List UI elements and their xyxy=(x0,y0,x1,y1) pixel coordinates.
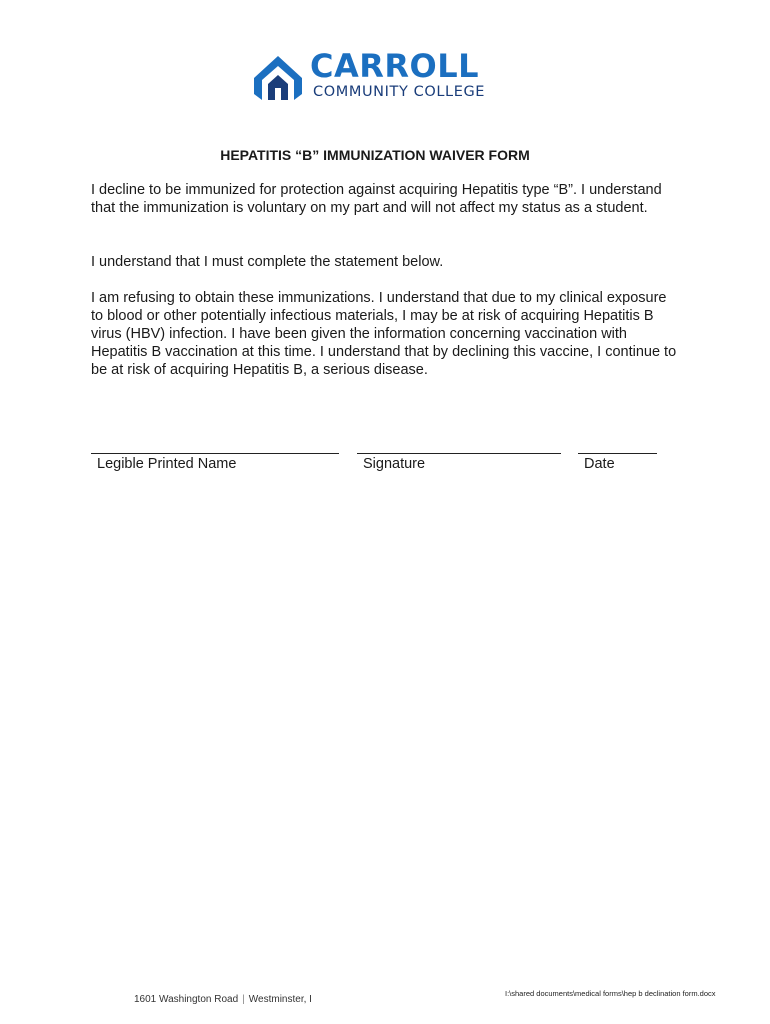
house-logo-icon xyxy=(252,50,304,102)
footer-street: 1601 Washington Road xyxy=(134,994,239,1005)
footer-separator: | xyxy=(242,994,245,1005)
signature-line[interactable] xyxy=(357,453,561,454)
date-line[interactable] xyxy=(578,453,657,454)
signature-label: Signature xyxy=(363,456,426,472)
waiver-paragraph-1: I decline to be immunized for protection against acquiring Hepatitis type “B”. I understand that the immunization is voluntary on my part and will not affect my status as a student. xyxy=(91,182,662,216)
waiver-paragraph-3: I am refusing to obtain these immunizations. I understand that due to my clinical exposure to blood or other potentially infectious materials, I may be at risk of acquiring Hepatitis B virus (HBV) infection. I have been given the information concerning vaccination with Hepatitis B vaccination at this time. I understand that by declining this vaccine, I continue to be at risk of acquiring Hepatitis B, a serious disease. xyxy=(91,290,677,378)
waiver-paragraph-2: I understand that I must complete the statement below. xyxy=(91,254,444,270)
form-title: HEPATITIS “B” IMMUNIZATION WAIVER FORM xyxy=(220,147,530,163)
printed-name-label: Legible Printed Name xyxy=(97,456,237,472)
date-label: Date xyxy=(584,456,615,472)
footer-file-path: I:\shared documents\medical forms\hep b declination form.docx xyxy=(505,989,716,998)
college-logo xyxy=(252,47,502,106)
footer-address xyxy=(134,994,312,1006)
logo-college-name: CARROLL xyxy=(310,47,480,85)
logo-college-subtitle: COMMUNITY COLLEGE xyxy=(313,84,486,100)
footer-city: Westminster, I xyxy=(248,994,312,1005)
printed-name-line[interactable] xyxy=(91,453,339,454)
